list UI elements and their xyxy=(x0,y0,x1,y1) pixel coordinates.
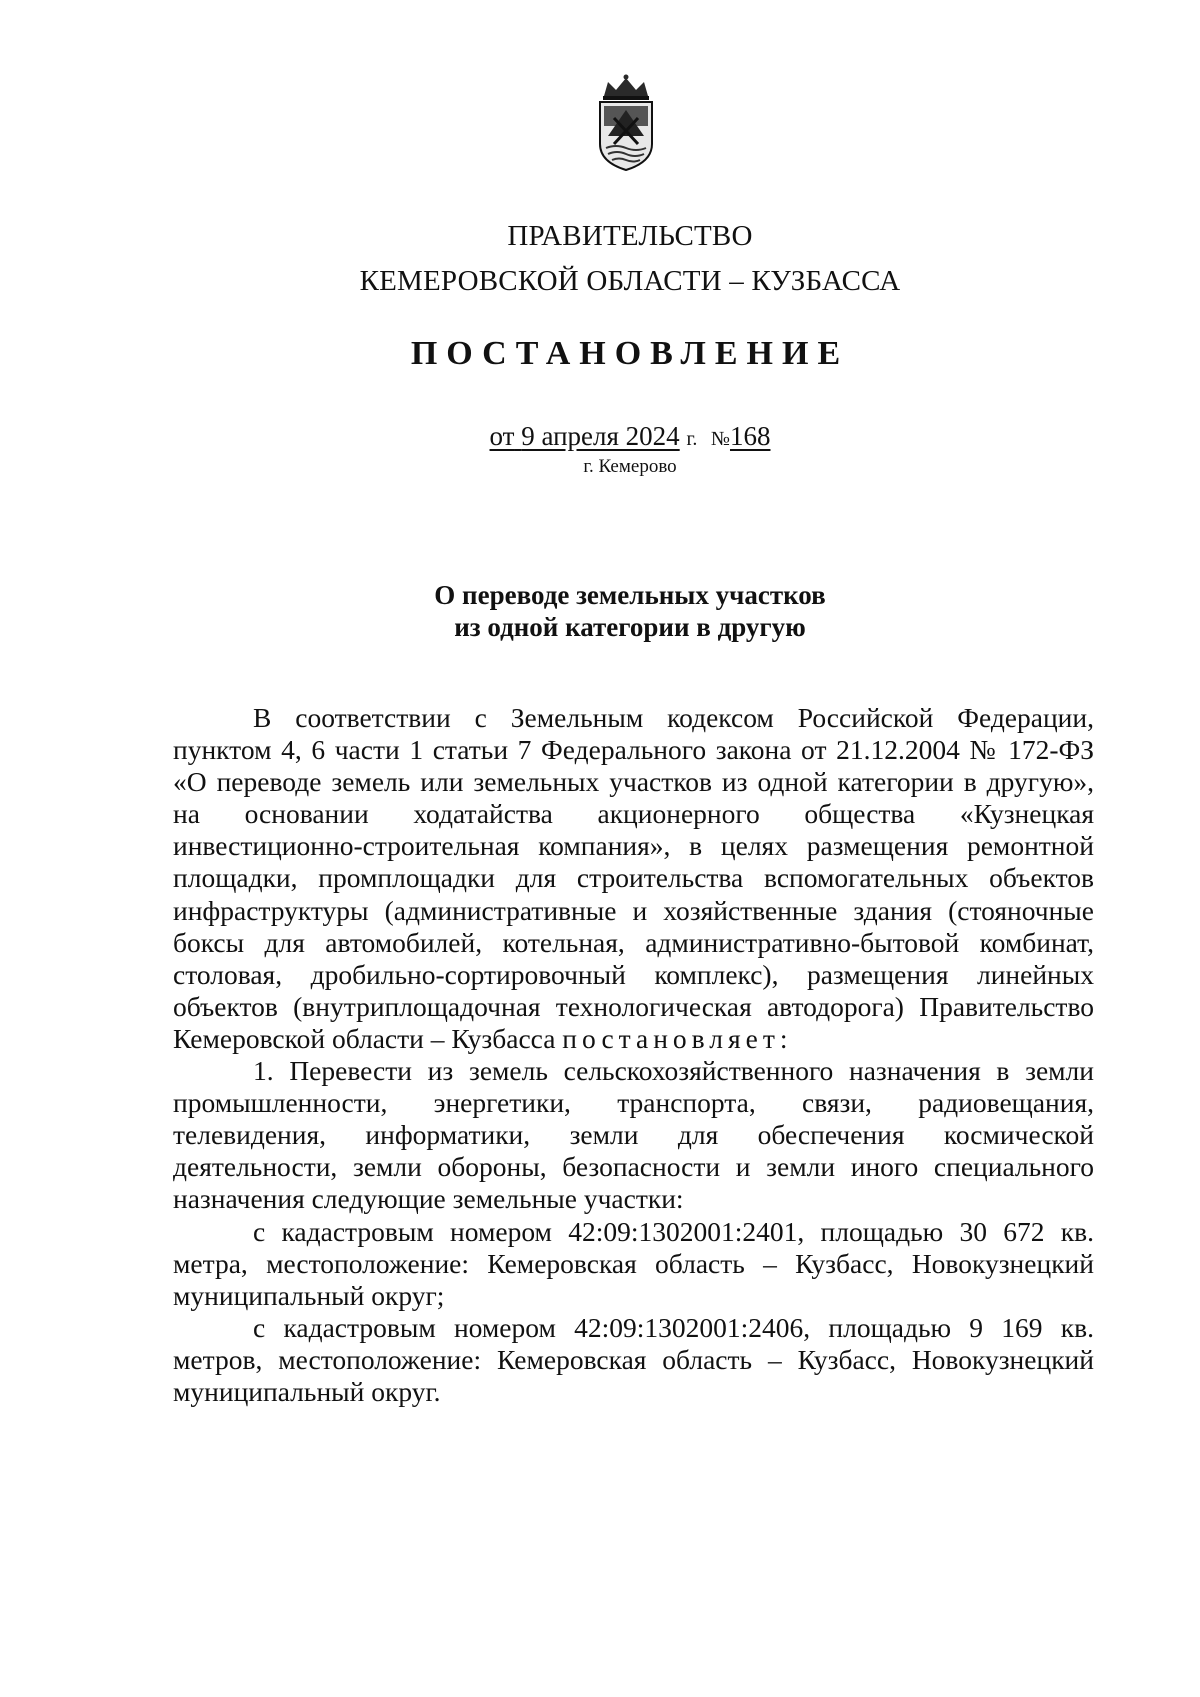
body-line: на основании ходатайства акционерного общества «Кузнецкая xyxy=(173,798,1094,830)
body-line: муниципальный округ; xyxy=(173,1279,445,1311)
coat-of-arms-icon xyxy=(590,74,662,172)
body-line: «О переводе земель или земельных участков из одной категории в другую», xyxy=(173,766,1094,798)
body-line: с кадастровым номером 42:09:1302001:2401, площадью 30 672 кв. xyxy=(253,1215,1094,1247)
body-line xyxy=(173,1023,1094,1055)
body-line: метра, местоположение: Кемеровская область – Кузбасс, Новокузнецкий xyxy=(173,1247,1094,1279)
body-line: с кадастровым номером 42:09:1302001:2406, площадью 9 169 кв. xyxy=(253,1311,1094,1343)
body-line: инвестиционно-строительная компания», в целях размещения ремонтной xyxy=(173,830,1094,862)
body-line: деятельности, земли обороны, безопасности и земли иного специального xyxy=(173,1151,1094,1183)
body-line: площадки, промплощадки для строительства вспомогательных объектов xyxy=(173,862,1094,894)
body-line: метров, местоположение: Кемеровская область – Кузбасс, Новокузнецкий xyxy=(173,1343,1094,1375)
body-line: объектов (внутриплощадочная технологическая автодорога) Правительство xyxy=(173,990,1094,1022)
body-line: инфраструктуры (административные и хозяйственные здания (стояночные xyxy=(173,894,1094,926)
document-type: ПОСТАНОВЛЕНИЕ xyxy=(410,335,850,372)
document-body xyxy=(173,702,1094,1408)
body-line: телевидения, информатики, земли для обеспечения космической xyxy=(173,1119,1094,1151)
body-line: В соответствии с Земельным кодексом Российской Федерации, xyxy=(253,702,1094,733)
year-suffix: г. xyxy=(686,428,698,450)
body-line-text: Кемеровской области – Кузбасса xyxy=(173,1022,556,1054)
document-date: 9 апреля 2024 xyxy=(521,421,680,451)
org-name-line2: КЕМЕРОВСКОЙ ОБЛАСТИ – КУЗБАССА xyxy=(359,265,901,297)
body-line-spaced: постановляет: xyxy=(562,1022,793,1054)
org-name-line1: ПРАВИТЕЛЬСТВО xyxy=(507,220,753,252)
body-line: пунктом 4, 6 части 1 статьи 7 Федерального закона от 21.12.2004 № 172-ФЗ xyxy=(173,734,1094,766)
body-line: назначения следующие земельные участки: xyxy=(173,1183,684,1215)
document-title-line2: из одной категории в другую xyxy=(454,612,806,642)
date-number-line xyxy=(0,421,1200,454)
number-sign: № xyxy=(710,428,730,450)
body-line: столовая, дробильно-сортировочный комплекс), размещения линейных xyxy=(173,958,1094,990)
body-line: промышленности, энергетики, транспорта, связи, радиовещания, xyxy=(173,1087,1094,1119)
document-number: 168 xyxy=(729,421,771,451)
body-line: муниципальный округ. xyxy=(173,1375,441,1407)
body-line: 1. Перевести из земель сельскохозяйственного назначения в земли xyxy=(253,1055,1094,1087)
document-title-line1: О переводе земельных участков xyxy=(434,580,826,610)
body-line: боксы для автомобилей, котельная, административно-бытовой комбинат, xyxy=(173,926,1094,958)
date-prefix: от xyxy=(489,421,515,451)
city: г. Кемерово xyxy=(583,456,677,477)
